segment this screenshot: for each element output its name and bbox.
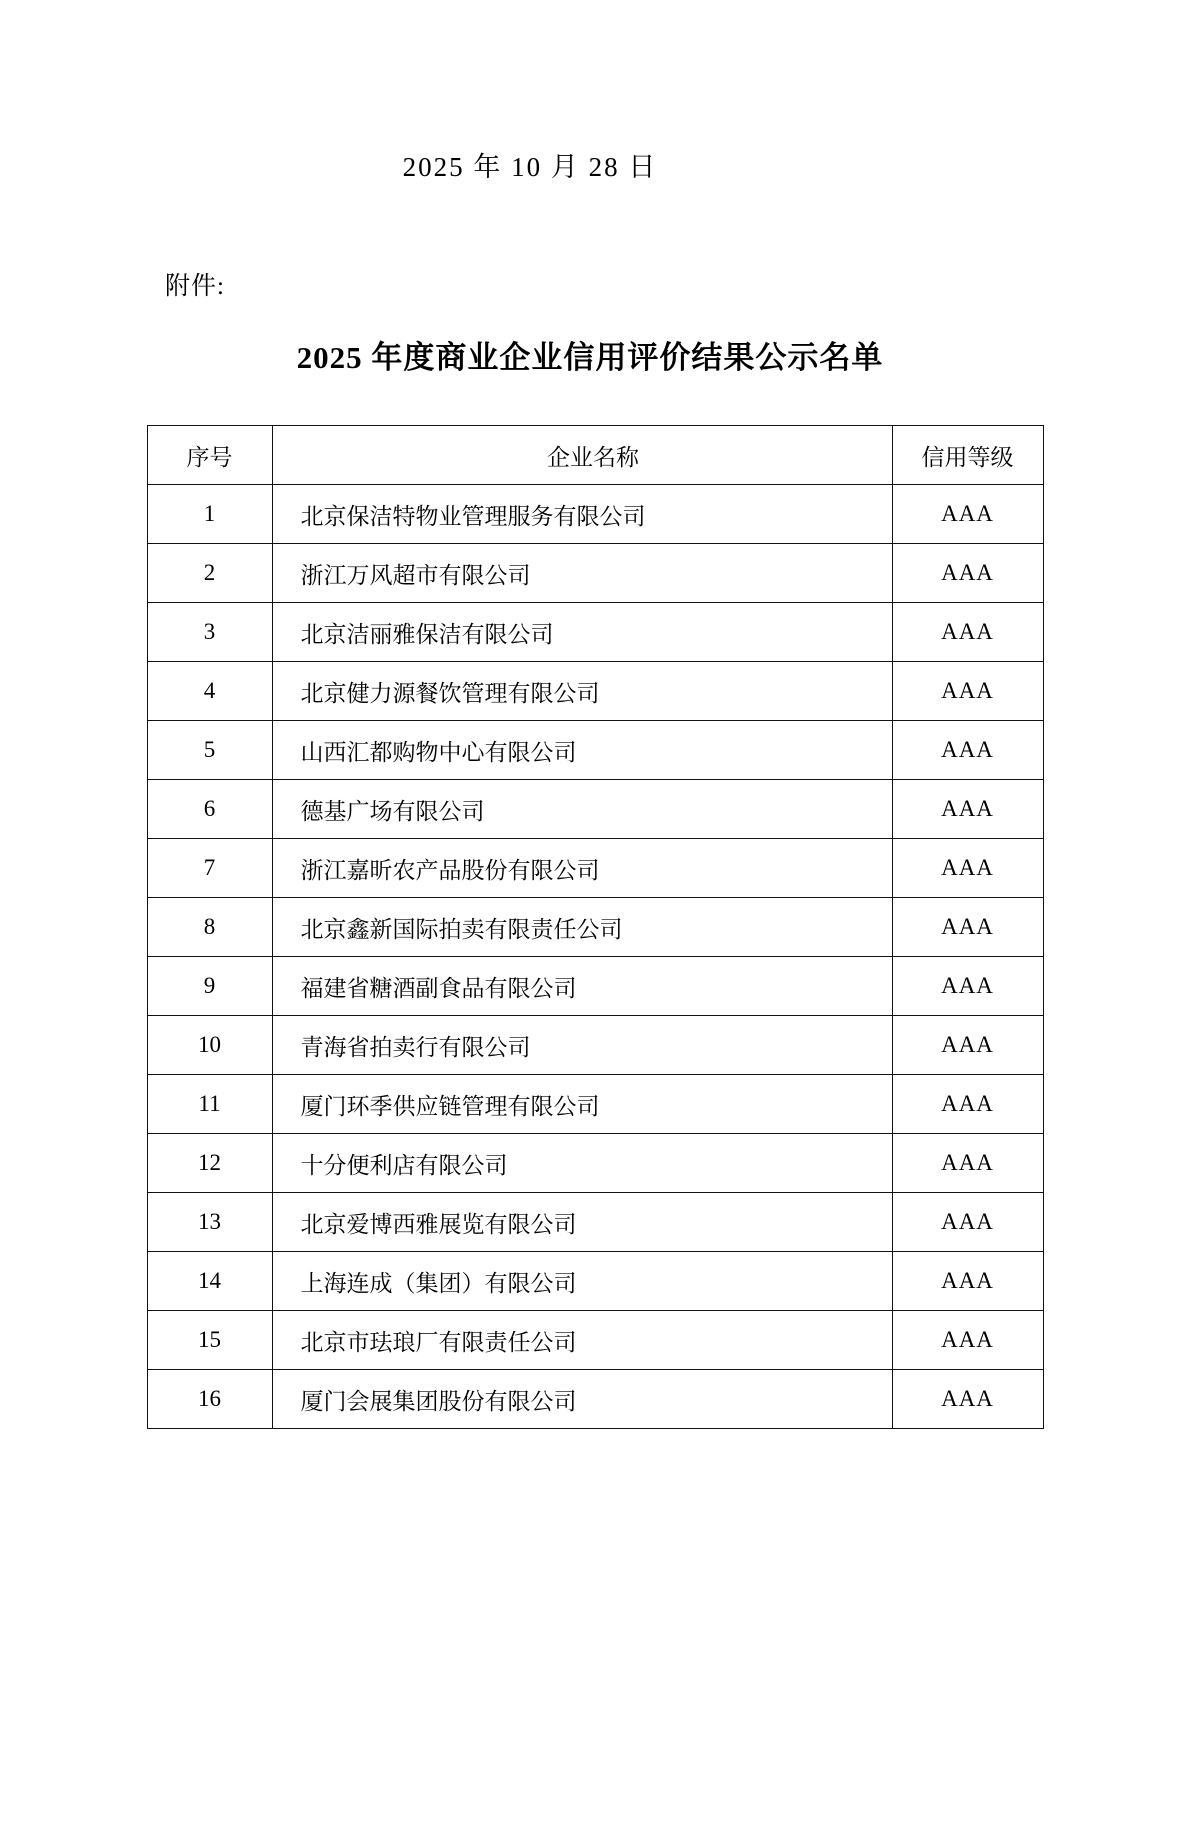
cell-no: 15 bbox=[147, 1311, 272, 1370]
table-header-row bbox=[147, 426, 1043, 485]
cell-no: 7 bbox=[147, 839, 272, 898]
cell-company-name: 浙江嘉昕农产品股份有限公司 bbox=[272, 839, 892, 898]
cell-credit-grade: AAA bbox=[892, 485, 1043, 544]
cell-company-name: 北京市珐琅厂有限责任公司 bbox=[272, 1311, 892, 1370]
cell-no: 9 bbox=[147, 957, 272, 1016]
cell-no: 4 bbox=[147, 662, 272, 721]
cell-no: 12 bbox=[147, 1134, 272, 1193]
attachment-label: 附件: bbox=[165, 273, 225, 300]
table-row bbox=[147, 1252, 1043, 1311]
cell-company-name: 北京洁丽雅保洁有限公司 bbox=[272, 603, 892, 662]
table-row bbox=[147, 957, 1043, 1016]
cell-no: 6 bbox=[147, 780, 272, 839]
cell-company-name: 厦门会展集团股份有限公司 bbox=[272, 1370, 892, 1429]
table-row bbox=[147, 1075, 1043, 1134]
table-row bbox=[147, 1370, 1043, 1429]
cell-company-name: 德基广场有限公司 bbox=[272, 780, 892, 839]
document-date: 2025 年 10 月 28 日 bbox=[402, 152, 658, 182]
table-row bbox=[147, 662, 1043, 721]
cell-no: 14 bbox=[147, 1252, 272, 1311]
cell-credit-grade: AAA bbox=[892, 1370, 1043, 1429]
cell-credit-grade: AAA bbox=[892, 957, 1043, 1016]
cell-company-name: 上海连成（集团）有限公司 bbox=[272, 1252, 892, 1311]
cell-credit-grade: AAA bbox=[892, 544, 1043, 603]
cell-credit-grade: AAA bbox=[892, 662, 1043, 721]
cell-no: 1 bbox=[147, 485, 272, 544]
cell-credit-grade: AAA bbox=[892, 603, 1043, 662]
cell-credit-grade: AAA bbox=[892, 898, 1043, 957]
table-row bbox=[147, 1134, 1043, 1193]
cell-company-name: 青海省拍卖行有限公司 bbox=[272, 1016, 892, 1075]
cell-company-name: 山西汇都购物中心有限公司 bbox=[272, 721, 892, 780]
cell-credit-grade: AAA bbox=[892, 721, 1043, 780]
cell-credit-grade: AAA bbox=[892, 1075, 1043, 1134]
table-row bbox=[147, 721, 1043, 780]
table-row bbox=[147, 1311, 1043, 1370]
page-title: 2025 年度商业企业信用评价结果公示名单 bbox=[296, 340, 884, 375]
table-row bbox=[147, 1016, 1043, 1075]
cell-no: 3 bbox=[147, 603, 272, 662]
cell-no: 8 bbox=[147, 898, 272, 957]
cell-company-name: 北京保洁特物业管理服务有限公司 bbox=[272, 485, 892, 544]
cell-no: 13 bbox=[147, 1193, 272, 1252]
cell-company-name: 浙江万风超市有限公司 bbox=[272, 544, 892, 603]
cell-credit-grade: AAA bbox=[892, 1134, 1043, 1193]
cell-credit-grade: AAA bbox=[892, 1252, 1043, 1311]
table-body bbox=[147, 485, 1043, 1429]
cell-company-name: 北京爱博西雅展览有限公司 bbox=[272, 1193, 892, 1252]
cell-company-name: 厦门环季供应链管理有限公司 bbox=[272, 1075, 892, 1134]
cell-credit-grade: AAA bbox=[892, 1016, 1043, 1075]
cell-credit-grade: AAA bbox=[892, 839, 1043, 898]
table-row bbox=[147, 544, 1043, 603]
table-header bbox=[147, 426, 1043, 485]
table-row bbox=[147, 603, 1043, 662]
cell-credit-grade: AAA bbox=[892, 780, 1043, 839]
cell-credit-grade: AAA bbox=[892, 1311, 1043, 1370]
cell-company-name: 十分便利店有限公司 bbox=[272, 1134, 892, 1193]
cell-company-name: 北京健力源餐饮管理有限公司 bbox=[272, 662, 892, 721]
cell-company-name: 北京鑫新国际拍卖有限责任公司 bbox=[272, 898, 892, 957]
credit-rating-table bbox=[147, 425, 1044, 1429]
column-header-grade: 信用等级 bbox=[892, 426, 1043, 485]
table-row bbox=[147, 1193, 1043, 1252]
table-row bbox=[147, 898, 1043, 957]
table-row bbox=[147, 485, 1043, 544]
document-page bbox=[0, 145, 1190, 1828]
cell-no: 10 bbox=[147, 1016, 272, 1075]
cell-no: 11 bbox=[147, 1075, 272, 1134]
column-header-no: 序号 bbox=[147, 426, 272, 485]
cell-no: 5 bbox=[147, 721, 272, 780]
table-row bbox=[147, 839, 1043, 898]
table-row bbox=[147, 780, 1043, 839]
cell-no: 16 bbox=[147, 1370, 272, 1429]
column-header-name: 企业名称 bbox=[272, 426, 892, 485]
cell-credit-grade: AAA bbox=[892, 1193, 1043, 1252]
cell-company-name: 福建省糖酒副食品有限公司 bbox=[272, 957, 892, 1016]
cell-no: 2 bbox=[147, 544, 272, 603]
